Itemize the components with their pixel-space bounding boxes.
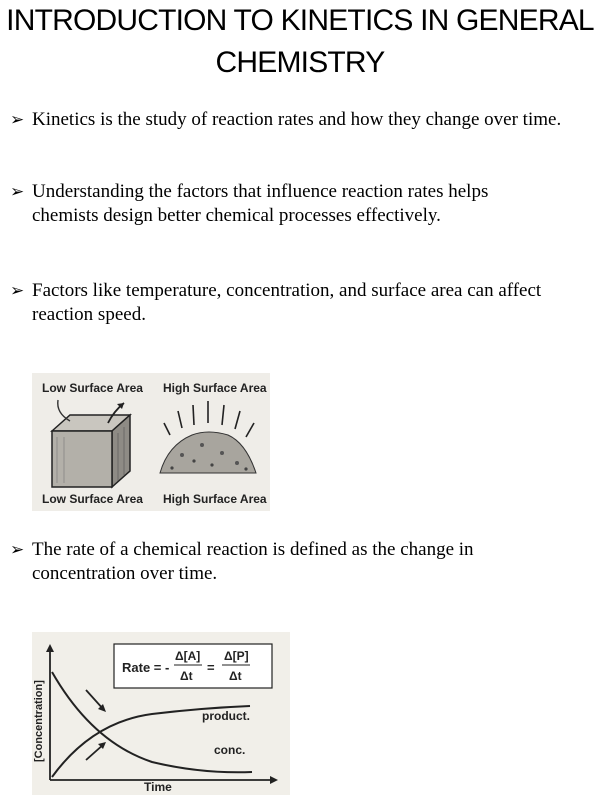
arrow-bullet-icon: ➢ bbox=[10, 281, 25, 300]
bullet-text: Understanding the factors that influence reaction rates helps chemists design better chemical processes effectively. bbox=[32, 181, 489, 226]
surface-area-figure bbox=[32, 373, 270, 511]
cube-icon bbox=[52, 415, 130, 487]
label-top-left: Low Surface Area bbox=[42, 381, 143, 395]
arrow-bullet-icon: ➢ bbox=[10, 110, 25, 129]
denominator-a: Δt bbox=[180, 669, 193, 683]
equals-sign: = bbox=[207, 660, 215, 675]
bullet-item bbox=[10, 108, 585, 132]
bullet-item bbox=[10, 279, 600, 327]
rate-illustration bbox=[32, 632, 290, 795]
arrow-bullet-icon: ➢ bbox=[10, 182, 25, 201]
bullet-text: The rate of a chemical reaction is defined as the change in concentration over time. bbox=[32, 539, 474, 584]
numerator-p: Δ[P] bbox=[224, 649, 249, 663]
arrow-bullet-icon: ➢ bbox=[10, 540, 25, 559]
rate-label: Rate = - bbox=[122, 660, 170, 675]
product-label: product. bbox=[202, 709, 250, 723]
bullet-item bbox=[10, 538, 555, 586]
numerator-a: Δ[A] bbox=[175, 649, 201, 663]
page-title bbox=[0, 0, 600, 84]
y-axis-label: [Concentration] bbox=[33, 680, 45, 762]
conc-label: conc. bbox=[214, 743, 246, 757]
bullet-text: Kinetics is the study of reaction rates and how they change over time. bbox=[32, 109, 562, 130]
title-line-2: CHEMISTRY bbox=[215, 46, 385, 79]
rate-figure bbox=[32, 632, 290, 795]
label-bottom-right: High Surface Area bbox=[163, 492, 267, 506]
surface-area-illustration bbox=[32, 373, 270, 511]
label-bottom-left: Low Surface Area bbox=[42, 492, 143, 506]
denominator-p: Δt bbox=[229, 669, 242, 683]
label-top-right: High Surface Area bbox=[163, 381, 267, 395]
title-line-1: INTRODUCTION TO KINETICS IN GENERAL bbox=[6, 4, 594, 37]
bullet-text: Factors like temperature, concentration, and surface area can affect reaction speed. bbox=[32, 280, 542, 325]
bullet-item bbox=[10, 180, 555, 228]
x-axis-label: Time bbox=[144, 780, 172, 794]
